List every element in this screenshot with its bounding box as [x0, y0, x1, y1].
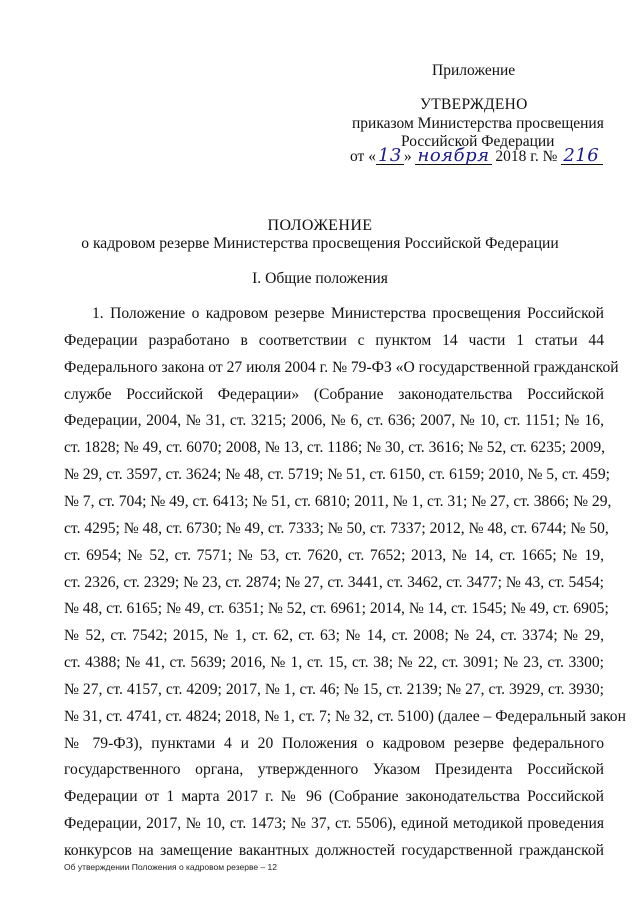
order-number-handwritten: 216	[561, 148, 603, 165]
approved-label: УТВЕРЖДЕНО	[420, 96, 528, 113]
body-line: государственного органа, утвержденного Указом Президента Российской	[64, 761, 604, 779]
body-line: ст. 6954; № 52, ст. 7571; № 53, ст. 7620, ст. 7652; 2013, № 14, ст. 1665; № 19,	[64, 546, 604, 564]
body-line: № 7, ст. 704; № 49, ст. 6413; № 51, ст. 6810; 2011, № 1, ст. 31; № 27, ст. 3866; № 29,	[64, 492, 612, 510]
body-line: Федерации, 2004, № 31, ст. 3215; 2006, № 6, ст. 636; 2007, № 10, ст. 1151; № 16,	[64, 412, 604, 430]
body-line: № 29, ст. 3597, ст. 3624; № 48, ст. 5719; № 51, ст. 6150, ст. 6159; 2010, № 5, ст. 459;	[64, 466, 610, 484]
body-line: ст. 4388; № 41, ст. 5639; 2016, № 1, ст. 15, ст. 38; № 22, ст. 3091; № 23, ст. 3300;	[64, 654, 604, 672]
date-mid: »	[403, 148, 412, 165]
body-line: Федерального закона от 27 июля 2004 г. № 79-ФЗ «О государственной гражданской	[64, 358, 619, 376]
body-line: ст. 2326, ст. 2329; № 23, ст. 2874; № 27, ст. 3441, ст. 3462, ст. 3477; № 43, ст. 5454;	[64, 573, 604, 591]
body-line: Федерации разработано в соответствии с пунктом 14 части 1 статьи 44	[64, 331, 604, 349]
date-day-handwritten: 13	[377, 145, 402, 166]
body-line: Федерации от 1 марта 2017 г. № 96 (Собрание законодательства Российской	[64, 788, 604, 806]
section-heading: I. Общие положения	[252, 270, 388, 287]
body-line: службе Российской Федерации» (Собрание законодательства Российской	[64, 385, 604, 403]
body-line: № 52, ст. 7542; 2015, № 1, ст. 62, ст. 63; № 14, ст. 2008; № 24, ст. 3374; № 29,	[64, 627, 604, 645]
body-line: Федерации, 2017, № 10, ст. 1473; № 37, ст. 5506), единой методикой проведения	[64, 815, 604, 833]
document-title: ПОЛОЖЕНИЕ	[267, 217, 373, 234]
appendix-label: Приложение	[432, 62, 516, 79]
date-year: 2018 г. №	[495, 148, 558, 165]
body-line: ст. 1828; № 49, ст. 6070; 2008, № 13, ст. 1186; № 30, ст. 3616; № 52, ст. 6235; 2009,	[64, 439, 606, 457]
body-line: ст. 4295; № 48, ст. 6730; № 49, ст. 7333; № 50, ст. 7337; 2012, № 48, ст. 6744; № 50,	[64, 519, 609, 537]
body-line: № 79-ФЗ), пунктами 4 и 20 Положения о кадровом резерве федерального	[64, 734, 604, 752]
date-prefix: от «	[350, 148, 376, 165]
body-line: № 48, ст. 6165; № 49, ст. 6351; № 52, ст. 6961; 2014, № 14, ст. 1545; № 49, ст. 6905;	[64, 600, 609, 618]
footer-note: Об утверждении Положения о кадровом резерве – 12	[64, 862, 278, 872]
order-date-line	[350, 145, 603, 166]
date-month-handwritten: ноября	[417, 145, 490, 166]
body-line: 1. Положение о кадровом резерве Министерства просвещения Российской	[92, 305, 604, 322]
body-line: конкурсов на замещение вакантных должностей государственной гражданской	[64, 842, 604, 859]
document-subtitle: о кадровом резерве Министерства просвещения Российской Федерации	[81, 235, 559, 252]
order-line-2: Российской Федерации	[401, 133, 555, 150]
body-line: № 31, ст. 4741, ст. 4824; 2018, № 1, ст. 7; № 32, ст. 5100) (далее – Федеральный закон	[64, 707, 626, 725]
body-line: № 27, ст. 4157, ст. 4209; 2017, № 1, ст. 46; № 15, ст. 2139; № 27, ст. 3929, ст. 3930;	[64, 680, 604, 698]
order-line-1: приказом Министерства просвещения	[352, 115, 604, 132]
